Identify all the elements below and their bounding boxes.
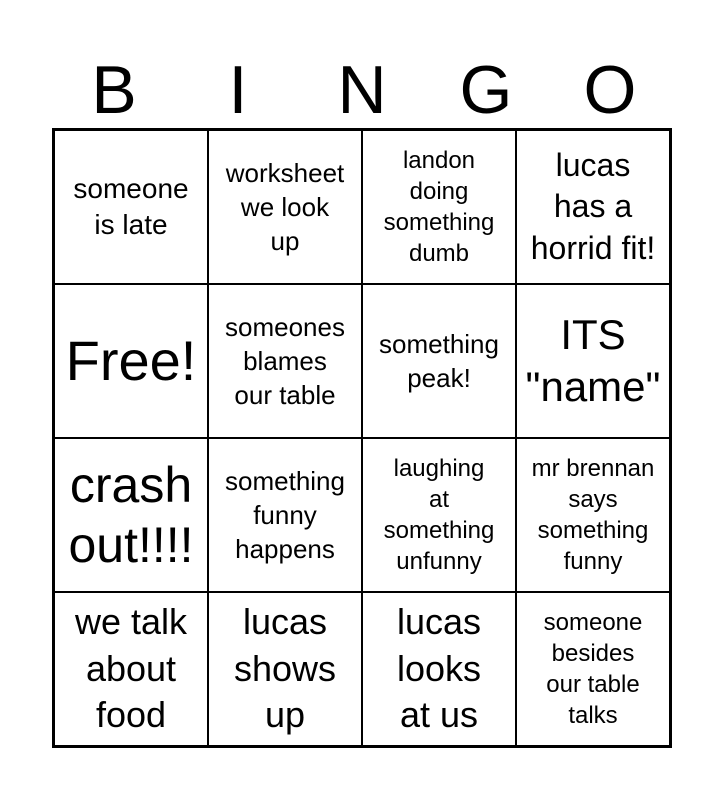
cell-text: ITS "name" <box>525 310 661 410</box>
cell-text: someone besides our table talks <box>543 608 643 730</box>
cell-text: someone is late <box>73 172 189 240</box>
cell-text: mr brennan says something funny <box>531 454 655 576</box>
cell-text: lucas looks at us <box>396 600 482 736</box>
header-letter-i: I <box>228 52 248 128</box>
header-letter-n: N <box>337 52 387 128</box>
cell-text: lucas shows up <box>233 600 337 736</box>
bingo-cell-r2c4[interactable] <box>516 284 670 438</box>
bingo-cell-r3c1[interactable] <box>54 438 208 592</box>
bingo-cell-r3c3[interactable] <box>362 438 516 592</box>
bingo-board <box>52 128 672 748</box>
header-letter-g: G <box>459 52 513 128</box>
bingo-cell-r4c4[interactable] <box>516 592 670 746</box>
bingo-cell-r2c3[interactable] <box>362 284 516 438</box>
cell-text: Free! <box>65 329 197 393</box>
bingo-header <box>52 52 672 128</box>
bingo-cell-r2c2[interactable] <box>208 284 362 438</box>
cell-text: something funny happens <box>225 465 345 565</box>
bingo-cell-r3c4[interactable] <box>516 438 670 592</box>
cell-text: lucas has a horrid fit! <box>530 146 656 266</box>
bingo-cell-r1c4[interactable] <box>516 130 670 284</box>
bingo-cell-r4c1[interactable] <box>54 592 208 746</box>
cell-text: we talk about food <box>74 600 188 736</box>
header-letter-o: O <box>583 52 637 128</box>
bingo-cell-free[interactable] <box>54 284 208 438</box>
cell-text: crash out!!!! <box>68 457 194 573</box>
bingo-cell-r4c3[interactable] <box>362 592 516 746</box>
bingo-cell-r1c1[interactable] <box>54 130 208 284</box>
bingo-cell-r1c2[interactable] <box>208 130 362 284</box>
bingo-cell-r3c2[interactable] <box>208 438 362 592</box>
bingo-cell-r4c2[interactable] <box>208 592 362 746</box>
cell-text: someones blames our table <box>225 311 345 411</box>
cell-text: worksheet we look up <box>225 157 345 257</box>
cell-text: laughing at something unfunny <box>383 454 495 576</box>
bingo-cell-r1c3[interactable] <box>362 130 516 284</box>
cell-text: landon doing something dumb <box>383 146 495 268</box>
header-letter-b: B <box>91 52 137 128</box>
cell-text: something peak! <box>379 328 499 393</box>
